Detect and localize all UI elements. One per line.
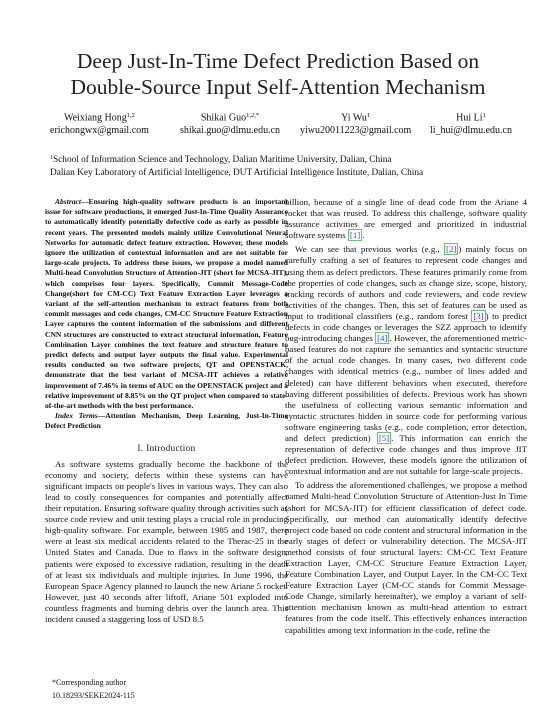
author-name: Hui Li <box>456 112 483 124</box>
paper-title <box>0 48 556 100</box>
right-paragraph-0: billion, because of a single line of dead code from the Ariane 4 rocket that was reused. To address this challenge, software quality assurance activities are emerged and prioritized in industrial software systems [1] . <box>285 197 527 241</box>
corresponding-author-note: *Corresponding author <box>52 678 126 687</box>
affiliation-sup: 1 <box>50 155 53 161</box>
right-paragraph-1 <box>285 244 527 477</box>
author-email[interactable]: shikai.guo@dlmu.edu.cn <box>180 125 281 136</box>
citation-link[interactable]: [3] <box>473 310 484 321</box>
citation-link[interactable]: [4] <box>377 333 388 344</box>
index-terms <box>45 411 288 431</box>
paragraph-text: We can see that previous works (e.g., <box>295 244 445 255</box>
doi: 10.18293/SEKE2024-115 <box>52 691 135 700</box>
abstract <box>45 197 288 411</box>
abstract-label: Abstract <box>55 197 81 206</box>
author-sup: 1,2,* <box>246 112 260 119</box>
author-block <box>30 110 532 136</box>
right-column <box>285 197 527 636</box>
author-4 <box>430 110 512 138</box>
section-heading: I. Introduction <box>137 442 196 453</box>
title-line-1: Deep Just-In-Time Defect Prediction Based on <box>76 49 480 73</box>
affiliation-1 <box>50 152 423 167</box>
title-line-2: Double-Source Input Self-Attention Mechanism <box>70 75 486 99</box>
paragraph-text: ) mainly focus on carefully crafting a set of features to represent code changes and using them as defect predictors. These features primarily come from the properties of code changes, such as change size, scope, history, tracking records of authors and code reviewers, and code review activities of the changes. Then, this set of features can be used as input to traditional classifiers (e.g., random forest <box>285 244 528 321</box>
author-email[interactable]: erichongwx@gmail.com <box>50 125 149 136</box>
author-name: Shikai Guo <box>200 112 247 124</box>
author-name: Yi Wu <box>341 112 367 124</box>
footnotes <box>52 676 135 702</box>
paragraph-text: . However, the aforementioned metric-based features do not capture the semantics and syntactic structure of the actual code changes. In many cases, two different code changes with identical metrics (e.g., number of lines added and deleted) can have different behaviors when executed, therefore having different possibilities of defects. Previous work has shown the usefulness of collecting various semantic information and syntactic structures hidden in source code for performing various software engineering tasks (e.g., code completion, error detection, and defect prediction) <box>285 333 528 443</box>
paragraph-text: ) to predict defects in code changes or leverages the SZZ approach to identify bug-introducing changes <box>285 310 527 344</box>
paragraph-text: To address the aforementioned challenges, we propose a method named Multi-head Convolution Structure of Attention-Just In Time (short for MCSA-JIT) for efficient classification of defect code. Specifically, our method can automatically identify defective project code based on code content and structural information in the early stages of defect or vulnerability detection. The MCSA-JIT method consists of four structural layers: CM-CC Text Feature Extraction Layer, CM-CC Structure Feature Extraction Layer, Feature Combination Layer, and Output Layer. In the CM-CC Text Feature Extraction Layer (CM-CC stands for Commit Message-Code Change, similarly hereinafter), we employ a variant of self-attention mechanism known as multi-head attention to extract features from the code itself. This effectively enhances interaction capabilities among text information in the code, refine the <box>285 480 527 635</box>
intro-paragraph-1 <box>45 459 288 625</box>
right-paragraph-2 <box>285 480 527 635</box>
affiliation-text: Dalian Key Laboratory of Artificial Intelligence, DUT Artificial Intelligence Institute, Dalian, China <box>50 167 424 178</box>
author-1 <box>50 110 149 138</box>
author-sup: 1 <box>366 112 371 119</box>
citation-link[interactable]: [5] <box>378 432 390 443</box>
author-email[interactable]: li_hui@dlmu.edu.cn <box>430 125 512 136</box>
left-column <box>45 197 288 625</box>
affiliation-2 <box>50 167 423 180</box>
author-name: Weixiang Hong <box>63 112 127 124</box>
affiliations <box>50 152 423 180</box>
author-sup: 1,2 <box>126 112 135 119</box>
citation-link[interactable]: [2] <box>446 244 457 255</box>
paragraph-text: . This information can enrich the representation of defective code changes and thus improve JIT defect prediction. However, these models ignore the utilization of contextual information and are not suitable for large-scale projects. <box>285 432 527 477</box>
citation-link[interactable]: [1] <box>349 230 361 241</box>
index-terms-text: —Attention Mechanism, Deep Learning, Just-In-Time Defect Prediction <box>45 411 288 431</box>
right-paragraph-0-text: billion, because of a single line of dead code from the Ariane 4 rocket that was reused. To address this challenge, software quality assurance activities are emerged and prioritized in industrial software systems <box>285 197 527 241</box>
abstract-text: —Ensuring high-quality software products is an important issue for software productions, it emerged Just-In-Time Quality Assurance to automatically identify potentially defective code as early as possible in recent years. The presented models mainly utilize Convolutional Neural Networks for automatic defect feature extraction. However, these models ignore the utilization of contextual information and are not suitable for large-scale projects. To address these issues, we propose a model named Multi-head Convolution Structure of Attention-JIT (short for MCSA-JIT), which comprises four layers. Specifically, Commit Message-Code Change(short for CM-CC) Text Feature Extraction Layer leverages a variant of the self-attention mechanism to extract features from both commit messages and code changes, CM-CC Structure Feature Extraction Layer captures the content information of the submissions and different CNN structures are constructed to extract structural information, Feature Combination Layer combines the text feature and structure feature to predict defects and output layer outputs the final value. Experimental results conducted on two software projects, QT and OPENSTACK, demonstrate that the best variant of MCSA-JIT achieves a relative improvement of 7.46% in terms of AUC on the OPENSTACK project and a relative improvement of 8.85% on the QT project when compared to state-of-the-art methods with the best performance. <box>45 197 288 411</box>
author-3 <box>300 110 411 138</box>
author-2 <box>180 110 280 138</box>
index-terms-label: Index Terms <box>55 411 98 421</box>
author-email[interactable]: yiwu20011223@gmail.com <box>300 125 412 136</box>
author-sup: 1 <box>482 112 486 119</box>
intro-paragraph-1-text: As software systems gradually become the backbone of the economy and society, defects within these systems can have significant impacts on people's lives in various ways. They can also lead to costly consequences for companies and potentially affect their reputation. Ensuring software quality through activities such as source code review and unit testing plays a crucial role in producing high-quality software. For example, between 1985 and 1987, there were at least six medical accidents related to the Therac-25 in the United States and Canada. Due to flaws in the software design, patients were exposed to excessive radiation, resulting in the death of at least six individuals and multiple injuries. In June 1996, the European Space Agency planned to launch the new Ariane 5 rocket. However, just 40 seconds after liftoff, Ariane 501 exploded into countless fragments and burning debris over the launch area. This incident caused a staggering loss of USD 8.5 <box>45 458 288 624</box>
affiliation-text: School of Information Science and Technology, Dalian Maritime University, Dalian, China <box>53 155 392 165</box>
